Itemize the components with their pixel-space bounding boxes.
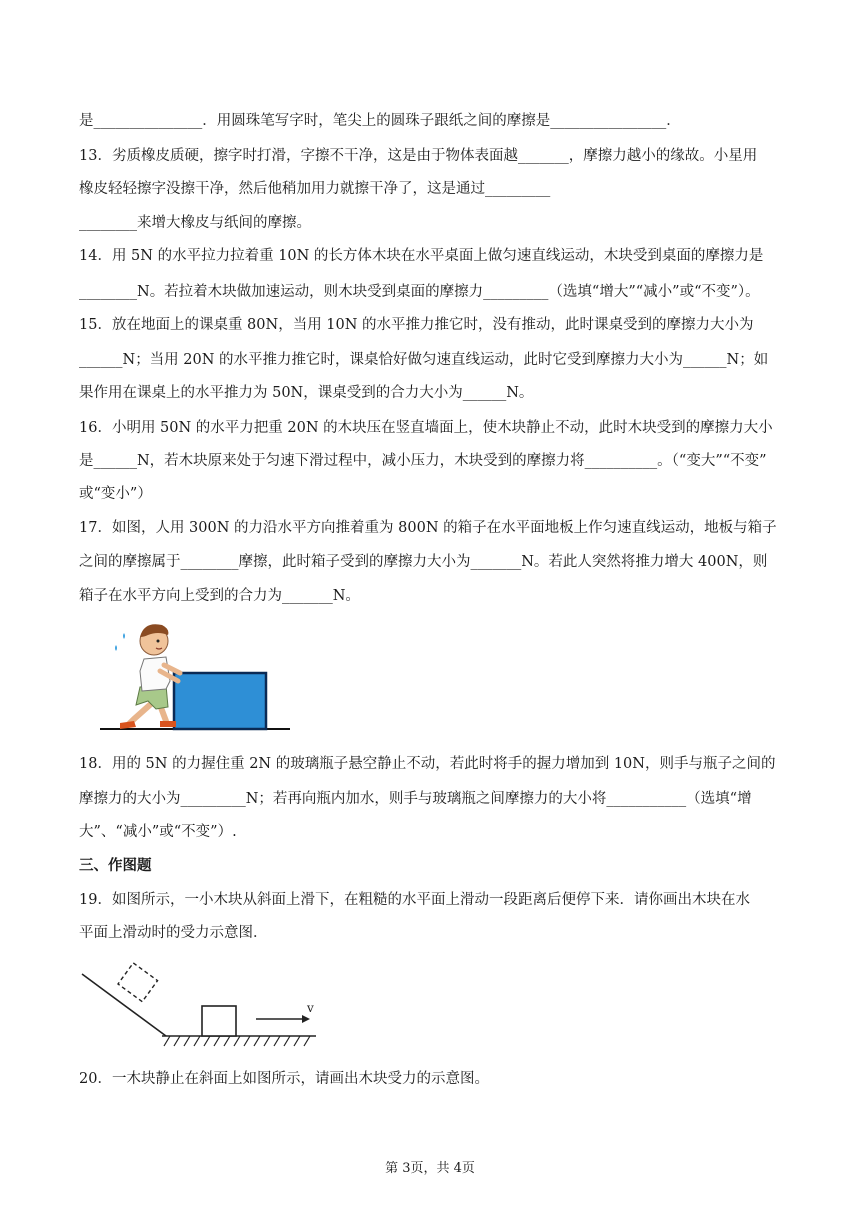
line-11: 或“变小”）	[79, 486, 152, 502]
line-1: 13．劣质橡皮质硬，擦字时打滑，字擦不干净，这是由于物体表面越_______，摩擦力越小的缘故。小星用	[79, 148, 758, 164]
line-8: 果作用在课桌上的水平推力为 50N，课桌受到的合力大小为______N。	[79, 385, 534, 401]
line-14: 箱子在水平方向上受到的合力为_______N。	[79, 588, 360, 604]
figure-person-pushing-box	[100, 615, 300, 740]
velocity-label: v	[307, 1001, 314, 1015]
line-10: 是______N，若木块原来处于匀速下滑过程中，减小压力，木块受到的摩擦力将__________。（“变大”“不变”	[79, 453, 767, 469]
page-footer: 第 3页，共 4页	[385, 1161, 475, 1176]
line-12: 17．如图，人用 300N 的力沿水平方向推着重为 800N 的箱子在水平面地板上作匀速直线运动，地板与箱子	[79, 520, 777, 536]
line-15: 18．用的 5N 的力握住重 2N 的玻璃瓶子悬空静止不动，若此时将手的握力增加到 10N，则手与瓶子之间的	[79, 756, 776, 772]
line-6: 15．放在地面上的课桌重 80N，当用 10N 的水平推力推它时，没有推动，此时课桌受到的摩擦力大小为	[79, 317, 754, 333]
figure-incline-block	[80, 956, 330, 1056]
line-9: 16．小明用 50N 的水平力把重 20N 的木块压在竖直墙面上，使木块静止不动，此时木块受到的摩擦力大小	[79, 420, 773, 436]
line-3: ________来增大橡皮与纸间的摩擦。	[79, 215, 311, 231]
line-5: ________N。若拉着木块做加速运动，则木块受到桌面的摩擦力_________（选填“增大”“减小”或“不变”）。	[79, 284, 760, 300]
line-21: 20．一木块静止在斜面上如图所示，请画出木块受力的示意图。	[79, 1071, 489, 1087]
line-0: 是_______________．用圆珠笔写字时，笔尖上的圆珠子跟纸之间的摩擦是________________．	[79, 113, 681, 129]
line-20: 平面上滑动时的受力示意图．	[79, 925, 268, 941]
line-7: ______N；当用 20N 的水平推力推它时，课桌恰好做匀速直线运动，此时它受到摩擦力大小为______N；如	[79, 352, 769, 368]
section-heading-drawing: 三、作图题	[79, 857, 152, 874]
line-2: 橡皮轻轻擦字没擦干净，然后他稍加用力就擦干净了，这是通过_________	[79, 181, 551, 197]
line-16: 摩擦力的大小为_________N；若再向瓶内加水，则手与玻璃瓶之间摩擦力的大小将___________（选填“增	[79, 791, 752, 807]
line-19: 19．如图所示，一小木块从斜面上滑下，在粗糙的水平面上滑动一段距离后便停下来．请你画出木块在水	[79, 892, 750, 908]
line-4: 14．用 5N 的水平拉力拉着重 10N 的长方体木块在水平桌面上做匀速直线运动，木块受到桌面的摩擦力是	[79, 248, 764, 264]
line-13: 之间的摩擦属于________摩擦，此时箱子受到的摩擦力大小为_______N。若此人突然将推力增大 400N，则	[79, 554, 768, 570]
line-17: 大”、“减小”或“不变”）.	[79, 824, 237, 840]
